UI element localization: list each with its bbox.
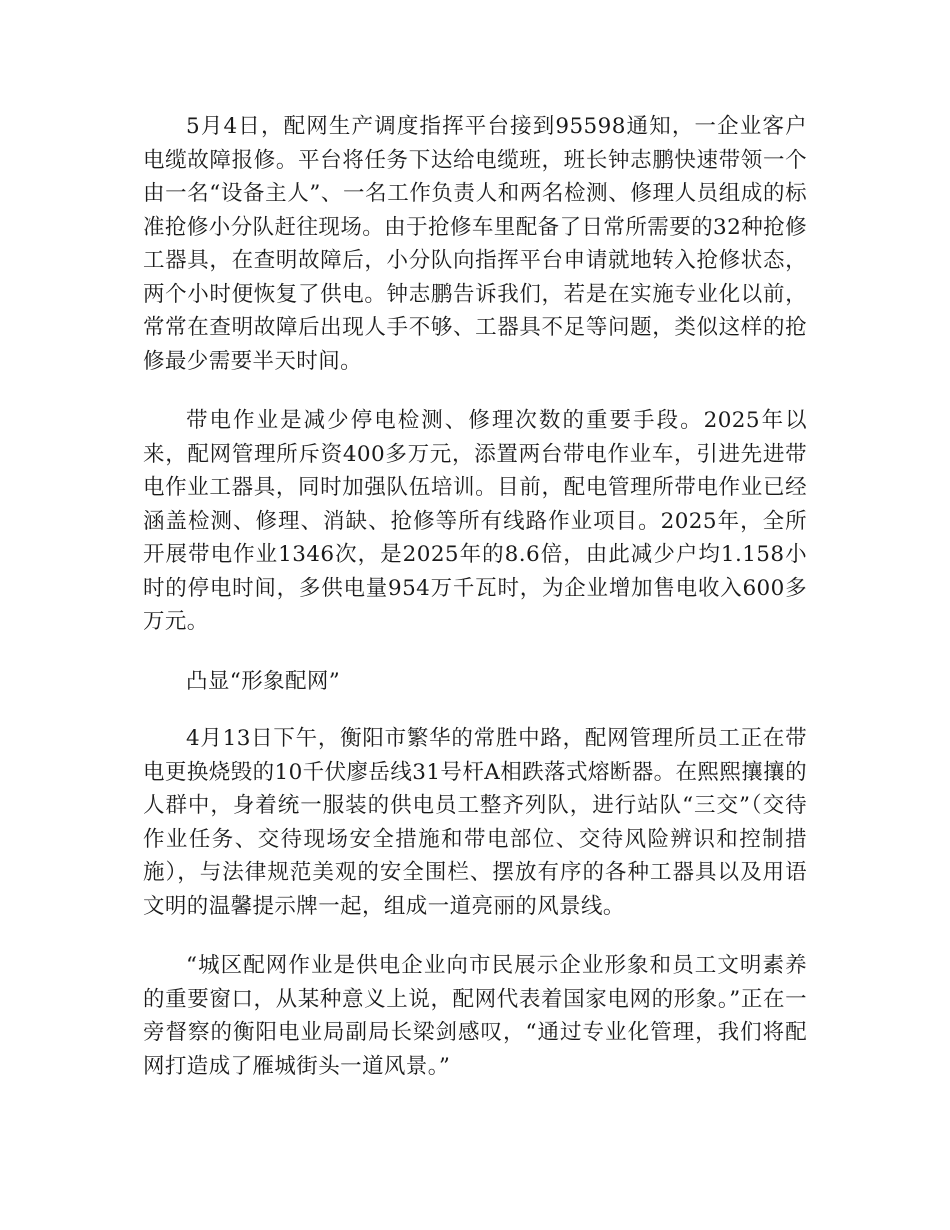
- paragraph-street-scene: 4月13日下午，衡阳市繁华的常胜中路，配网管理所员工正在带电更换烧毁的10千伏廖岳线31号杆A相跌落式熔断器。在熙熙攘攘的人群中，身着统一服装的供电员工整齐列队，进行站队“三交”（交待作业任务、交待现场安全措施和带电部位、交待风险辨识和控制措施），与法律规范美观的安全围栏、摆放有序的各种工器具以及用语文明的温馨提示牌一起，组成一道亮丽的风景线。: [143, 726, 807, 919]
- section-heading: 凸显“形象配网”: [186, 668, 341, 694]
- article-body: [143, 110, 807, 1109]
- paragraph-repair-story: 5月4日，配网生产调度指挥平台接到95598通知，一企业客户电缆故障报修。平台将任务下达给电缆班，班长钟志鹏快速带领一个由一名“设备主人”、一名工作负责人和两名检测、修理人员组成的标准抢修小分队赶往现场。由于抢修车里配备了日常所需要的32种抢修工器具，在查明故障后，小分队向指挥平台申请就地转入抢修状态，两个小时便恢复了供电。钟志鹏告诉我们，若是在实施专业化以前，常常在查明故障后出现人手不够、工器具不足等问题，类似这样的抢修最少需要半天时间。: [143, 114, 807, 374]
- paragraph-quote: “城区配网作业是供电企业向市民展示企业形象和员工文明素养的重要窗口，从某种意义上说，配网代表着国家电网的形象。”正在一旁督察的衡阳电业局副局长梁剑感叹，“通过专业化管理，我们将配网打造成了雁城街头一道风景。”: [143, 953, 807, 1079]
- paragraph-live-work: 带电作业是减少停电检测、修理次数的重要手段。2025年以来，配网管理所斥资400多万元，添置两台带电作业车，引进先进带电作业工器具，同时加强队伍培训。目前，配电管理所带电作业已经涵盖检测、修理、消缺、抢修等所有线路作业项目。2025年，全所开展带电作业1346次，是2025年的8.6倍，由此减少户均1.158小时的停电时间，多供电量954万千瓦时，为企业增加售电收入600多万元。: [143, 408, 807, 634]
